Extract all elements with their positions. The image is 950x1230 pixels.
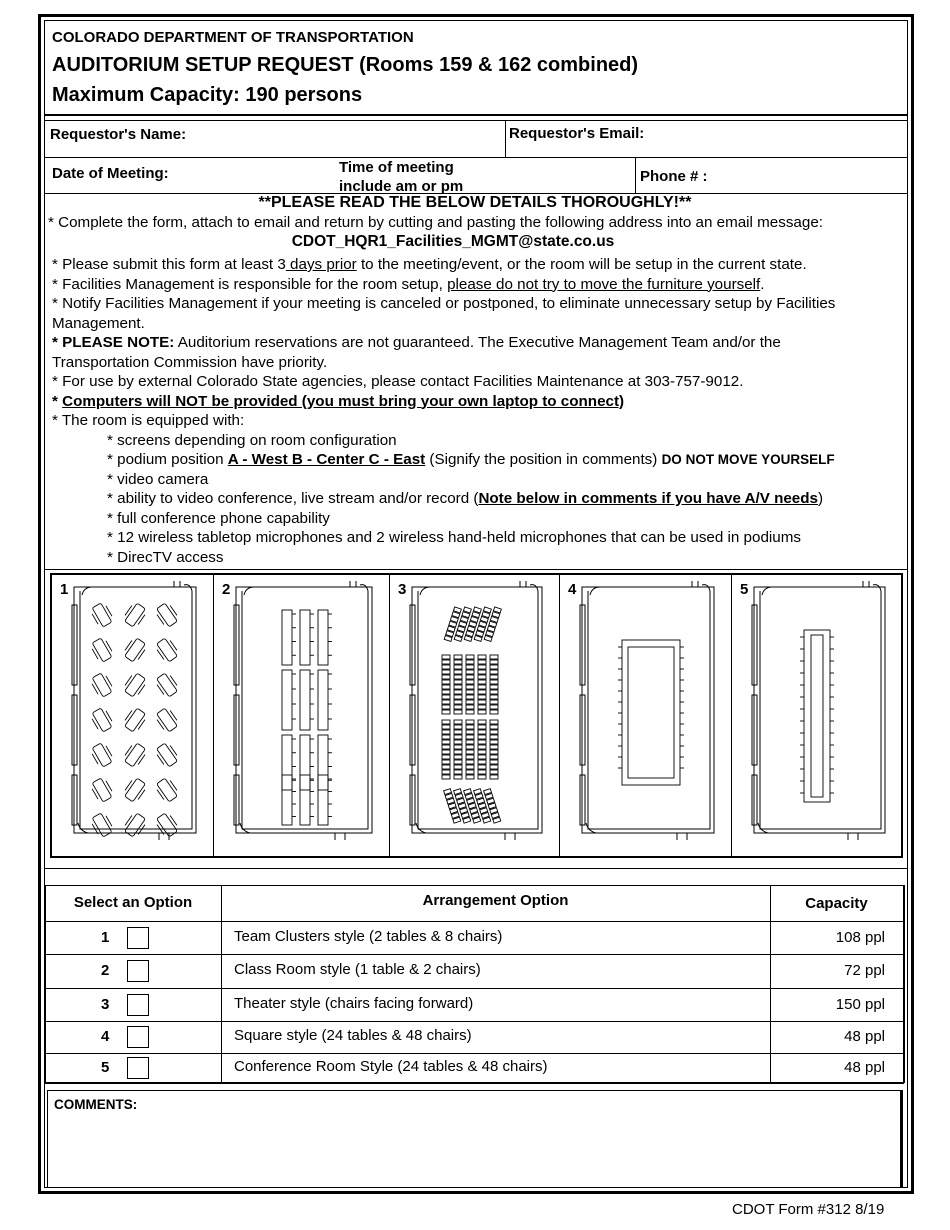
header-divider	[44, 114, 908, 116]
section-divider	[44, 868, 908, 869]
arrangement-option: Team Clusters style (2 tables & 8 chairs)	[234, 927, 503, 945]
layout-diagram-1	[52, 575, 214, 856]
capacity-value: 150 ppl	[835, 995, 885, 1013]
instruction-notify-2: Management.	[52, 314, 145, 332]
table-row-divider	[45, 921, 904, 922]
requestor-email-field[interactable]	[655, 122, 903, 156]
option-2-checkbox[interactable]	[127, 960, 149, 982]
capacity-value: 48 ppl	[844, 1028, 885, 1045]
time-label-line1: Time of meeting	[339, 159, 454, 176]
row-divider	[44, 157, 908, 158]
instruction-note-2: Transportation Commission have priority.	[52, 353, 328, 371]
form-title: AUDITORIUM SETUP REQUEST (Rooms 159 & 162 combined)	[52, 54, 639, 76]
layout-diagram-4-drawing	[560, 575, 732, 856]
arrangement-option: Theater style (chairs facing forward)	[234, 994, 474, 1012]
table-bottom-border	[45, 1082, 904, 1084]
video-text-a: * ability to video conference, live stream and/or record (	[107, 490, 479, 507]
equipment-mics: * 12 wireless tabletop microphones and 2 wireless hand-held microphones that can be used in podiums	[107, 529, 801, 546]
instruction-equipped: * The room is equipped with:	[52, 412, 245, 429]
date-of-meeting-label: Date of Meeting:	[52, 165, 169, 182]
diagram-number: 3	[398, 581, 407, 598]
date-of-meeting-field[interactable]	[180, 160, 330, 190]
header-divider-thin	[44, 120, 908, 121]
table-row-divider	[45, 1053, 904, 1054]
section-divider	[44, 569, 908, 570]
option-3-checkbox[interactable]	[127, 994, 149, 1016]
equipment-camera: * video camera	[107, 470, 209, 488]
comments-label: COMMENTS:	[54, 1097, 138, 1112]
video-av-note: Note below in comments if you have A/V needs	[478, 490, 818, 507]
fm-text-a: * Facilities Management is responsible for the room setup,	[52, 275, 448, 293]
instruction-submit	[52, 255, 902, 275]
layout-diagram-3-drawing	[390, 575, 560, 856]
table-row-divider	[45, 988, 904, 989]
option-4-checkbox[interactable]	[127, 1026, 149, 1048]
equipment-video	[107, 489, 902, 509]
table-row-divider	[45, 1021, 904, 1022]
instruction-line: * Complete the form, attach to email and return by cutting and pasting the following address into an email message:	[48, 214, 823, 231]
diagram-number: 1	[60, 581, 69, 598]
podium-do-not-move: DO NOT MOVE YOURSELF	[661, 452, 835, 467]
instruction-computers	[52, 392, 902, 412]
computers-star: *	[52, 392, 63, 410]
requestor-email-label: Requestor's Email:	[509, 125, 645, 142]
col-header-capacity: Capacity	[805, 895, 868, 912]
instructions-list	[52, 255, 902, 567]
layout-diagram-5-drawing	[732, 575, 903, 856]
facilities-email: CDOT_HQR1_Facilities_MGMT@state.co.us	[291, 233, 615, 250]
phone-label: Phone # :	[640, 168, 708, 185]
layout-diagram-5	[732, 575, 903, 856]
field-divider	[505, 120, 506, 157]
option-number: 5	[101, 1059, 110, 1076]
arrangement-option: Square style (24 tables & 48 chairs)	[234, 1027, 472, 1044]
podium-text-a: * podium position	[107, 451, 228, 468]
podium-text-c: (Signify the position in comments)	[425, 451, 662, 468]
computers-text: Computers will NOT be provided (you must bring your own laptop to connect)	[62, 392, 625, 410]
arrangement-option: Class Room style (1 table & 2 chairs)	[234, 961, 481, 978]
time-of-meeting-field[interactable]	[480, 160, 630, 190]
equipment-podium	[107, 450, 902, 470]
option-number: 2	[101, 962, 110, 979]
podium-positions: A - West B - Center C - East	[227, 451, 426, 468]
room-layout-diagrams	[50, 573, 903, 858]
diagram-number: 2	[222, 581, 231, 598]
layout-diagram-2-drawing	[214, 575, 390, 856]
fm-text-c: .	[760, 275, 765, 293]
layout-diagram-1-drawing	[52, 575, 214, 856]
instruction-external: * For use by external Colorado State agencies, please contact Facilities Maintenance at 303-757-9012.	[52, 373, 744, 390]
layout-diagram-3	[390, 575, 560, 856]
table-row-divider	[45, 954, 904, 955]
requestor-name-label: Requestor's Name:	[50, 126, 187, 143]
capacity-value: 72 ppl	[844, 962, 885, 979]
instruction-notify-1: * Notify Facilities Management if your meeting is canceled or postponed, to eliminate unnecessary setup by Facilities	[52, 295, 836, 312]
requestor-name-field[interactable]	[215, 122, 502, 156]
max-capacity: Maximum Capacity: 190 persons	[52, 84, 363, 106]
equipment-list	[52, 431, 902, 568]
form-number: CDOT Form #312 8/19	[732, 1201, 885, 1218]
department-name: COLORADO DEPARTMENT OF TRANSPORTATION	[52, 29, 414, 46]
option-5-checkbox[interactable]	[127, 1057, 149, 1079]
field-divider	[635, 157, 636, 193]
instruction-note	[52, 333, 902, 353]
note-label: * PLEASE NOTE:	[52, 334, 175, 351]
layout-diagram-2	[214, 575, 390, 856]
arrangement-option: Conference Room Style (24 tables & 48 chairs)	[234, 1058, 548, 1075]
time-of-meeting-label	[339, 158, 463, 196]
col-header-arrangement: Arrangement Option	[422, 892, 569, 909]
fm-text-no-move: please do not try to move the furniture yourself	[447, 275, 761, 293]
capacity-value: 108 ppl	[835, 928, 885, 946]
option-number: 1	[101, 928, 110, 946]
option-number: 4	[101, 1028, 110, 1045]
submit-text-a: * Please submit this form at least 3	[52, 256, 286, 273]
equipment-screens: * screens depending on room configuration	[107, 431, 397, 449]
video-text-c: )	[817, 490, 824, 507]
time-label-line2: include am or pm	[339, 178, 464, 195]
instruction-facilities	[52, 275, 902, 295]
instructions-heading: **PLEASE READ THE BELOW DETAILS THOROUGHLY!**	[258, 194, 692, 211]
note-text: Auditorium reservations are not guaranteed. The Executive Management Team and/or the	[174, 334, 781, 351]
comments-box[interactable]	[47, 1090, 903, 1188]
phone-field[interactable]	[715, 160, 903, 190]
col-header-select: Select an Option	[73, 894, 193, 911]
option-number: 3	[101, 995, 110, 1013]
option-1-checkbox[interactable]	[127, 927, 149, 949]
equipment-directv: * DirecTV access	[107, 548, 224, 566]
diagram-number: 5	[740, 581, 749, 598]
table-top-border	[45, 885, 904, 886]
submit-text-days-prior: days prior	[285, 256, 357, 273]
layout-diagram-4	[560, 575, 732, 856]
arrangement-table	[45, 885, 904, 1083]
submit-text-c: to the meeting/event, or the room will be setup in the current state.	[356, 256, 807, 273]
capacity-value: 48 ppl	[844, 1059, 885, 1076]
equipment-phone: * full conference phone capability	[107, 509, 330, 527]
diagram-number: 4	[568, 581, 577, 598]
